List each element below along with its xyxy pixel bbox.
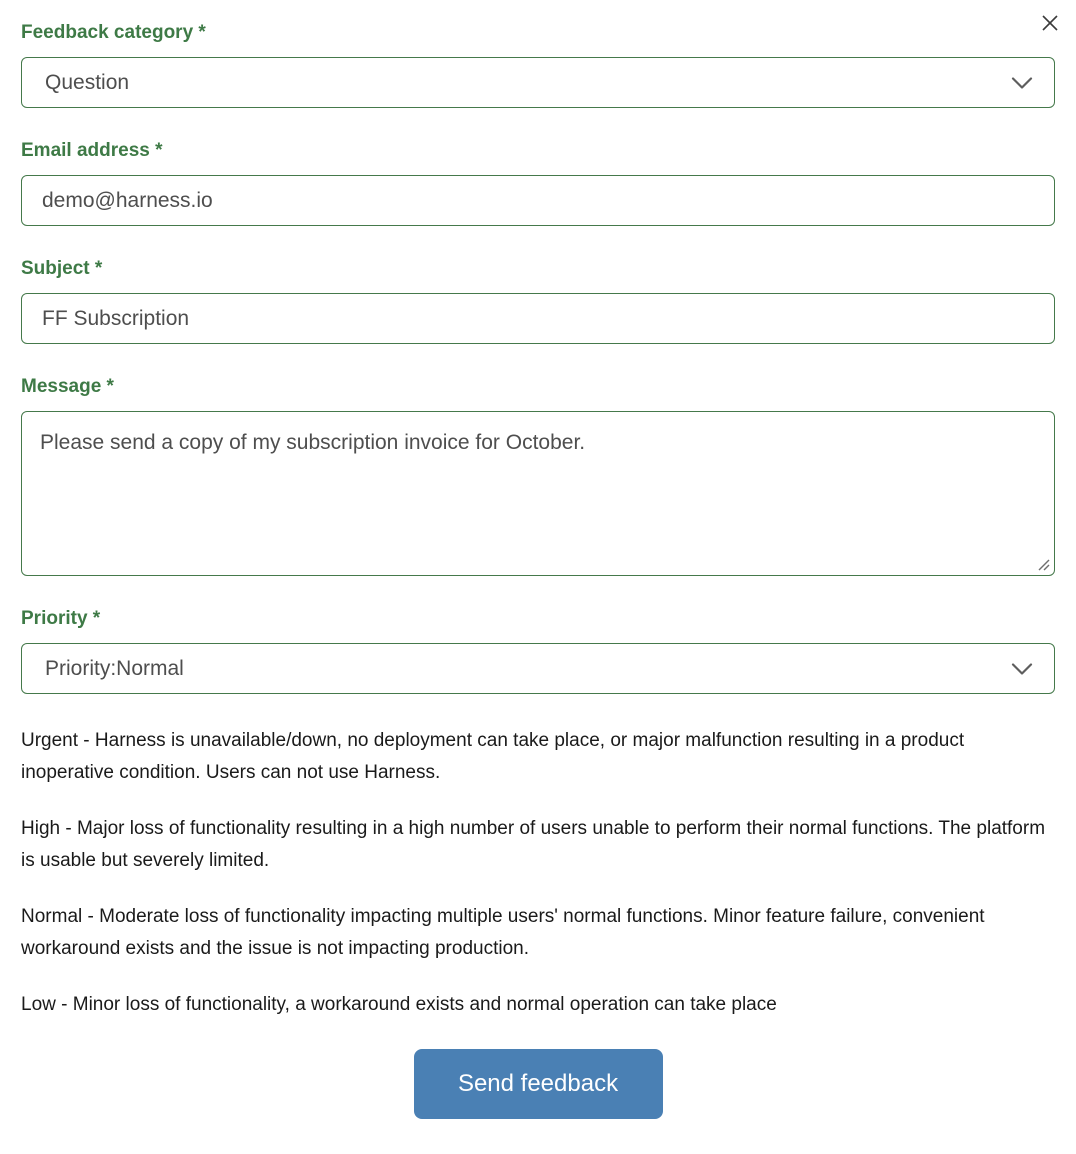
close-button[interactable] [1038, 11, 1062, 35]
email-input[interactable] [21, 175, 1055, 226]
field-subject [21, 258, 1055, 344]
subject-label: Subject * [21, 258, 103, 279]
category-label: Feedback category * [21, 22, 206, 43]
priority-description-urgent: Urgent - Harness is unavailable/down, no deployment can take place, or major malfunction resulting in a product inoperative condition. Users can not use Harness. [21, 730, 965, 783]
send-feedback-button[interactable]: Send feedback [414, 1049, 663, 1119]
field-message [21, 376, 1055, 576]
field-category [21, 22, 1055, 108]
email-label: Email address * [21, 140, 163, 161]
priority-description-low: Low - Minor loss of functionality, a workaround exists and normal operation can take place [21, 994, 777, 1015]
field-priority [21, 608, 1055, 694]
field-email [21, 140, 1055, 226]
priority-label: Priority * [21, 608, 101, 629]
priority-description-high: High - Major loss of functionality resulting in a high number of users unable to perform their normal functions. The platform is usable but severely limited. [21, 818, 1046, 871]
close-icon [1041, 14, 1059, 32]
priority-description-normal: Normal - Moderate loss of functionality impacting multiple users' normal functions. Minor feature failure, convenient workaround exists and the issue is not impacting production. [21, 906, 985, 959]
priority-select[interactable] [21, 643, 1055, 694]
subject-input[interactable] [21, 293, 1055, 344]
priority-descriptions [21, 725, 1055, 1021]
message-textarea[interactable] [21, 411, 1055, 576]
message-label: Message * [21, 376, 114, 397]
button-row [21, 1049, 1055, 1119]
category-select[interactable] [21, 57, 1055, 108]
